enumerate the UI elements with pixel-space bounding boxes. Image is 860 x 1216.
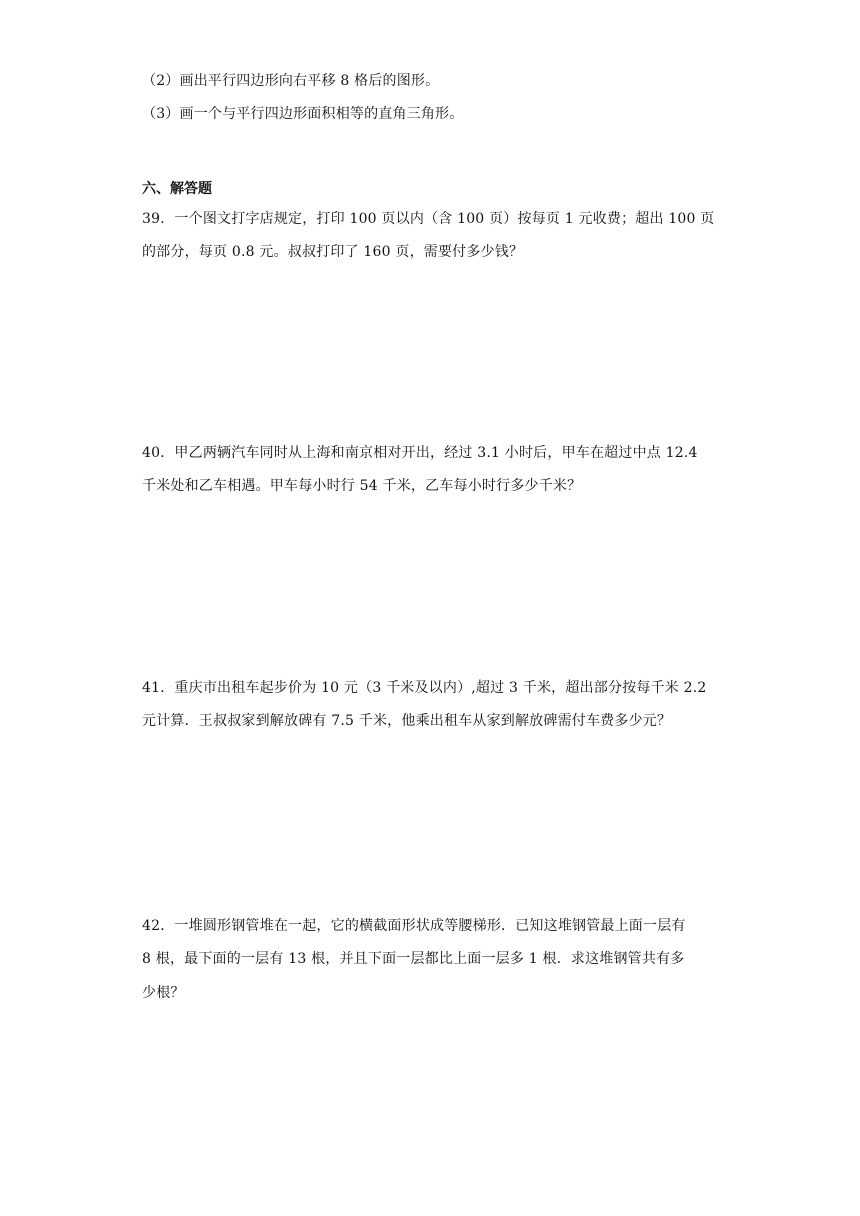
question-41-line-1: 41．重庆市出租车起步价为 10 元（3 千米及以内）,超过 3 千米，超出部分按每千米 2.2 xyxy=(142,680,707,696)
question-40-line-2: 千米处和乙车相遇。甲车每小时行 54 千米，乙车每小时行多少千米？ xyxy=(142,478,582,494)
question-39-line-1: 39．一个图文打字店规定，打印 100 页以内（含 100 页）按每页 1 元收费；超出 100 页 xyxy=(142,211,715,227)
question-42-line-2: 8 根，最下面的一层有 13 根，并且下面一层都比上面一层多 1 根．求这堆钢管共有多 xyxy=(142,951,685,967)
question-39-line-2: 的部分，每页 0.8 元。叔叔打印了 160 页，需要付多少钱？ xyxy=(142,244,524,260)
instruction-2: （2）画出平行四边形向右平移 8 格后的图形。 xyxy=(142,73,440,89)
question-41-line-2: 元计算．王叔叔家到解放碑有 7.5 千米，他乘出租车从家到解放碑需付车费多少元？ xyxy=(142,713,672,729)
instruction-3: （3）画一个与平行四边形面积相等的直角三角形。 xyxy=(142,106,464,122)
section-title: 六、解答题 xyxy=(142,181,212,197)
question-42-line-3: 少根？ xyxy=(142,985,185,1001)
question-40-line-1: 40．甲乙两辆汽车同时从上海和南京相对开出，经过 3.1 小时后，甲车在超过中点 12.4 xyxy=(142,445,698,461)
question-42-line-1: 42．一堆圆形钢管堆在一起，它的横截面形状成等腰梯形．已知这堆钢管最上面一层有 xyxy=(142,918,686,934)
